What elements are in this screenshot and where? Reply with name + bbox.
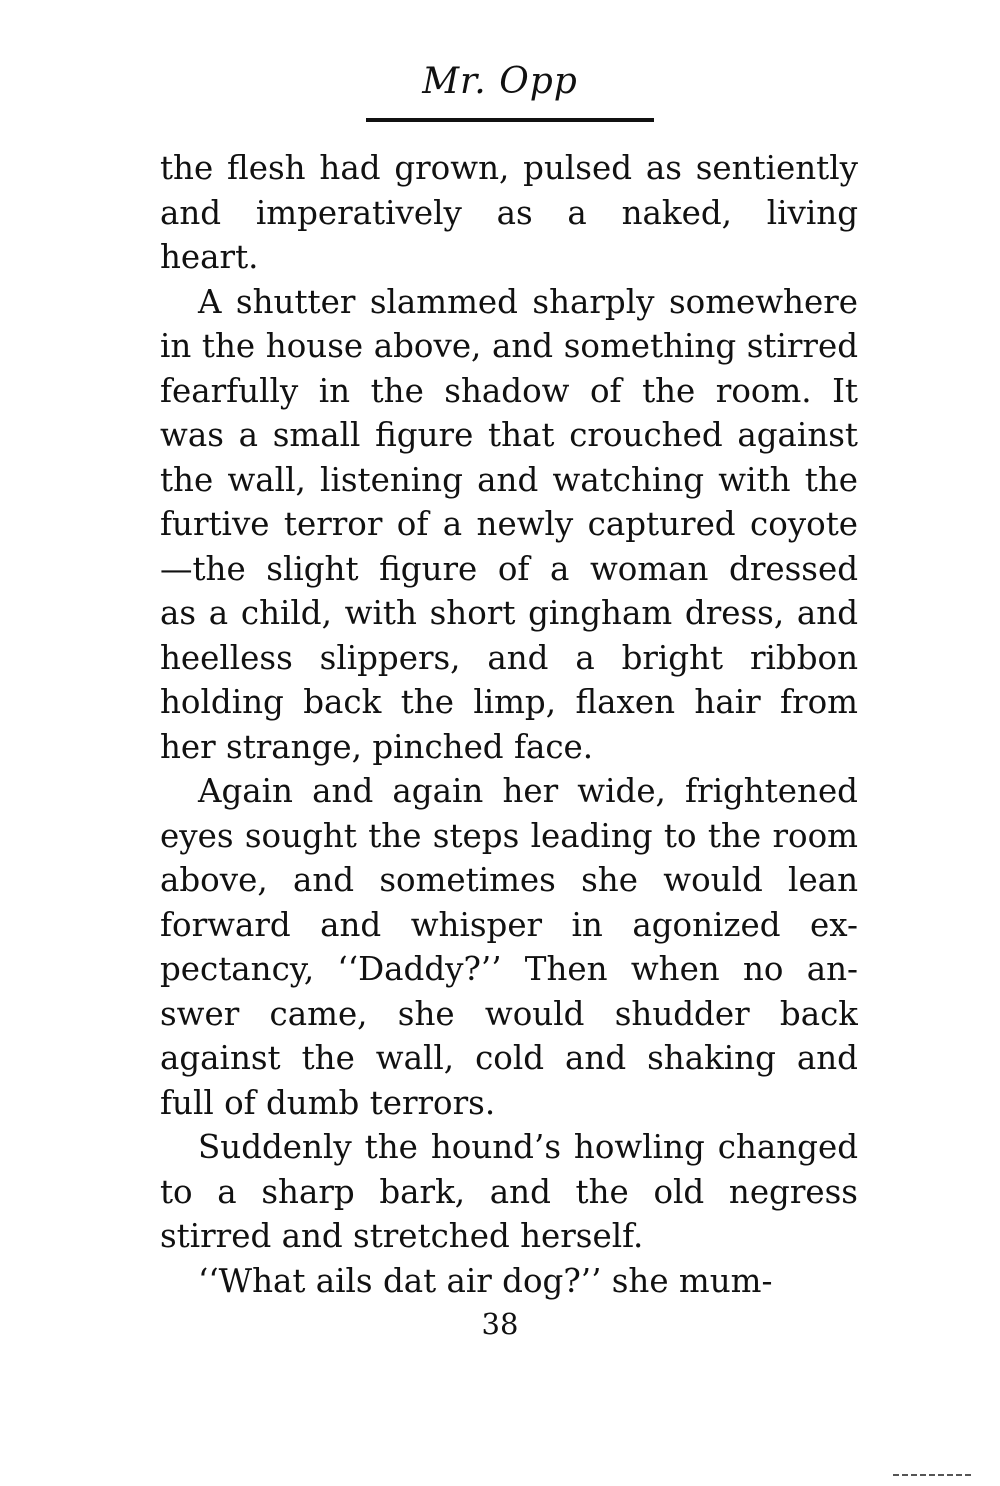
text-line: swer came, she would shudder back [160, 994, 858, 1033]
text-line: forward and whisper in agonized ex- [160, 905, 858, 944]
text-line: Again and again her wide, frightened [198, 772, 858, 810]
paragraph [160, 1125, 858, 1259]
text-line: A shutter slammed sharply somewhere [198, 282, 858, 321]
scan-edge-mark [893, 1474, 973, 1476]
text-line: furtive terror of a newly captured coyote [160, 505, 858, 543]
page-number: 38 [481, 1307, 519, 1341]
text-line: to a sharp bark, and the old negress [160, 1172, 858, 1211]
text-line: was a small figure that crouched against [160, 416, 858, 454]
running-title: Mr. Opp [422, 61, 578, 102]
text-line: heelless slippers, and a bright ribbon [160, 638, 858, 677]
text-line: Suddenly the hound’s howling changed [198, 1128, 858, 1166]
text-line: eyes sought the steps leading to the room [160, 816, 858, 855]
text-line: stirred and stretched herself. [160, 1217, 644, 1255]
header-rule [366, 118, 654, 122]
text-line: full of dumb terrors. [160, 1083, 496, 1122]
text-line: her strange, pinched face. [160, 727, 594, 766]
body-text [160, 146, 858, 1303]
text-line: the flesh had grown, pulsed as sentiently [160, 149, 858, 187]
paragraph [160, 146, 858, 280]
text-line: pectancy, ‘‘Daddy?’’ Then when no an- [160, 950, 858, 988]
text-line: the wall, listening and watching with the [160, 460, 858, 499]
paragraph [160, 1259, 858, 1304]
text-line: fearfully in the shadow of the room. It [160, 371, 858, 410]
text-line: heart. [160, 238, 259, 276]
text-line: holding back the limp, flaxen hair from [160, 683, 858, 721]
text-line: against the wall, cold and shaking and [160, 1039, 858, 1077]
paragraph [160, 280, 858, 770]
text-line: —the slight figure of a woman dressed [160, 549, 858, 588]
paragraph [160, 769, 858, 1125]
text-line: above, and sometimes she would lean [160, 861, 858, 899]
text-line: and imperatively as a naked, living [160, 193, 858, 232]
text-line: as a child, with short gingham dress, and [160, 594, 858, 632]
text-line: ‘‘What ails dat air dog?’’ she mum- [198, 1261, 773, 1300]
text-line: in the house above, and something stirred [160, 327, 858, 365]
